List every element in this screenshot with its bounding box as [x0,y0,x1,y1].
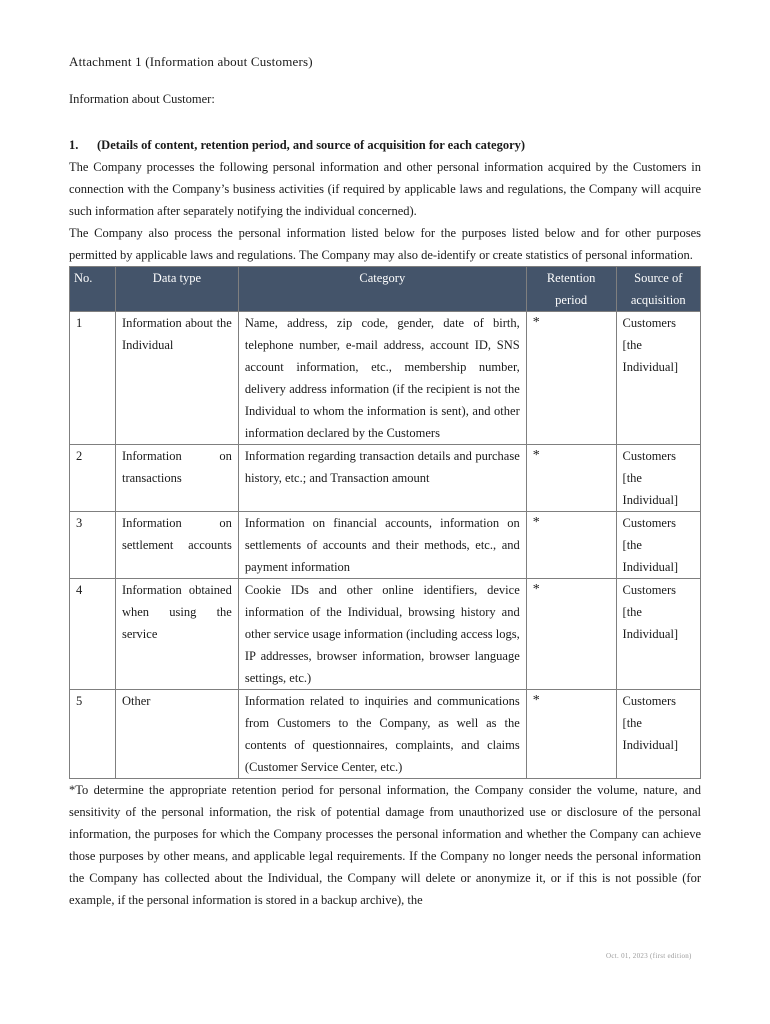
section-heading-text: (Details of content, retention period, and source of acquisition for each category) [97,138,526,152]
row-retention: * [526,690,616,779]
section-number: 1. [69,138,79,152]
section-1 [69,134,701,911]
header-retention-period: Retention period [526,267,616,312]
row-no: 5 [70,690,116,779]
table-row [70,579,701,690]
row-category: Name, address, zip code, gender, date of birth, telephone number, e-mail address, account ID, SNS account information, etc., membership number, delivery address information (if the recipient is not the Individual to whom the information is sent), and other information declared by the Customers [238,312,526,445]
row-category: Cookie IDs and other online identifiers, device information of the Individual, browsing history and other service usage information (including access logs, IP addresses, browser information, browser language settings, etc.) [238,579,526,690]
header-no: No. [70,267,116,312]
row-source: Customers [the Individual] [616,512,700,579]
row-data-type: Other [115,690,238,779]
row-source: Customers [the Individual] [616,690,700,779]
row-category: Information regarding transaction details and purchase history, etc.; and Transaction amount [238,445,526,512]
row-category: Information related to inquiries and communications from Customers to the Company, as well as the contents of questionnaires, complaints, and claims (Customer Service Center, etc.) [238,690,526,779]
row-data-type: Information obtained when using the service [115,579,238,690]
attachment-title: Attachment 1 (Information about Customers) [69,54,313,69]
row-no: 3 [70,512,116,579]
table-row [70,312,701,445]
row-source: Customers [the Individual] [616,445,700,512]
row-retention: * [526,579,616,690]
section-paragraph-1: The Company processes the following personal information and other personal information acquired by the Customers in connection with the Company’s business activities (if required by applicable laws and regulations, the Company will acquire such information after separately notifying the individual concerned). [69,160,701,218]
table-row [70,512,701,579]
section-heading [69,134,701,156]
header-source: Source of acquisition [616,267,700,312]
header-category: Category [238,267,526,312]
row-no: 4 [70,579,116,690]
row-retention: * [526,512,616,579]
row-data-type: Information on transactions [115,445,238,512]
document-subtitle: Information about Customer: [69,92,215,106]
page-footer-date: Oct. 01, 2023 (first edition) [606,952,692,960]
header-data-type: Data type [115,267,238,312]
table-header-row [70,267,701,312]
section-paragraph-2: The Company also process the personal information listed below for the purposes listed below and for other purposes permitted by applicable laws and regulations. The Company may also de-identify or create statistics of personal information. [69,226,701,262]
row-category: Information on financial accounts, information on settlements of accounts and their methods, etc., and payment information [238,512,526,579]
table-row [70,445,701,512]
row-no: 1 [70,312,116,445]
retention-footnote: *To determine the appropriate retention period for personal information, the Company consider the volume, nature, and sensitivity of the personal information, the risk of potential damage from unauthorized use or disclosure of the personal information, the purposes for which the Company processes the personal information and whether the Company can achieve those purposes by other means, and applicable legal requirements. If the Company no longer needs the personal information the Company has collected about the Individual, the Company will delete or anonymize it, or if this is not possible (for example, if the personal information is stored in a backup archive), the [69,783,701,907]
customer-info-table [69,266,701,779]
row-retention: * [526,445,616,512]
row-source: Customers [the Individual] [616,312,700,445]
row-no: 2 [70,445,116,512]
row-source: Customers [the Individual] [616,579,700,690]
table-row [70,690,701,779]
row-retention: * [526,312,616,445]
row-data-type: Information about the Individual [115,312,238,445]
row-data-type: Information on settlement accounts [115,512,238,579]
